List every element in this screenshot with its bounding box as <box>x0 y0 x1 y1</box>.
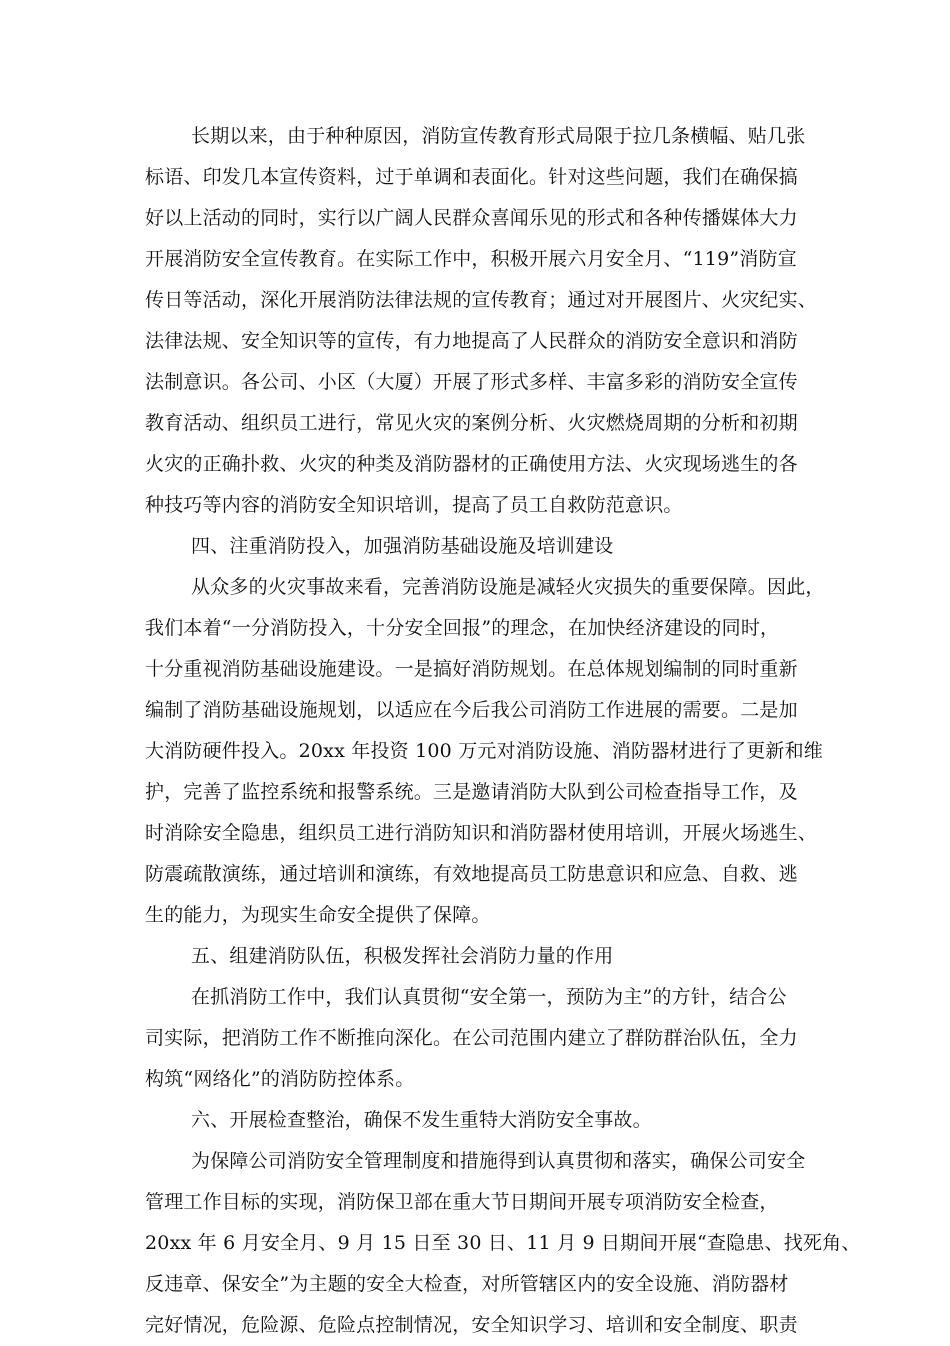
text-line: 生的能力，为现实生命安全提供了保障。 <box>145 904 491 926</box>
document-body <box>145 116 861 1346</box>
text-line: 管理工作目标的实现，消防保卫部在重大节日期间开展专项消防安全检查， <box>145 1191 779 1213</box>
text-line: 好以上活动的同时，实行以广阔人民群众喜闻乐见的形式和各种传播媒体大力 <box>145 207 798 229</box>
text-line: 司实际，把消防工作不断推向深化。在公司范围内建立了群防群治队伍，全力 <box>145 1027 798 1049</box>
text-line: 十分重视消防基础设施建设。一是搞好消防规划。在总体规划编制的同时重新 <box>145 658 798 680</box>
text-line: 开展消防安全宣传教育。在实际工作中，积极开展六月安全月、“119”消防宣 <box>145 248 797 270</box>
text-line: 时消除安全隐患，组织员工进行消防知识和消防器材使用培训，开展火场逃生、 <box>145 822 818 844</box>
text-line: 火灾的正确扑救、火灾的种类及消防器材的正确使用方法、火灾现场逃生的各 <box>145 453 798 475</box>
text-line: 四、注重消防投入，加强消防基础设施及培训建设 <box>191 535 614 557</box>
text-line: 标语、印发几本宣传资料，过于单调和表面化。针对这些问题，我们在确保搞 <box>145 166 798 188</box>
text-line: 我们本着“一分消防投入，十分安全回报”的理念，在加快经济建设的同时， <box>145 617 780 639</box>
text-line: 教育活动、组织员工进行，常见火灾的案例分析、火灾燃烧周期的分析和初期 <box>145 412 798 434</box>
text-line: 20xx 年 6 月安全月、9 月 15 日至 30 日、11 月 9 日期间开展“查隐患、找死角、 <box>145 1232 861 1254</box>
text-line: 完好情况，危险源、危险点控制情况，安全知识学习、培训和安全制度、职责 <box>145 1314 798 1336</box>
text-line: 法律法规、安全知识等的宣传，有力地提高了人民群众的消防安全意识和消防 <box>145 330 798 352</box>
text-line: 种技巧等内容的消防安全知识培训，提高了员工自救防范意识。 <box>145 494 683 516</box>
text-line: 法制意识。各公司、小区（大厦）开展了形式多样、丰富多彩的消防安全宣传 <box>145 371 798 393</box>
text-line: 传日等活动，深化开展消防法律法规的宣传教育；通过对开展图片、火灾纪实、 <box>145 289 818 311</box>
text-line: 防震疏散演练，通过培训和演练，有效地提高员工防患意识和应急、自救、逃 <box>145 863 798 885</box>
text-line: 长期以来，由于种种原因，消防宣传教育形式局限于拉几条横幅、贴几张 <box>191 125 806 147</box>
text-line: 反违章、保安全”为主题的安全大检查，对所管辖区内的安全设施、消防器材 <box>145 1273 789 1295</box>
text-line: 编制了消防基础设施规划，以适应在今后我公司消防工作进展的需要。二是加 <box>145 699 798 721</box>
text-line: 从众多的火灾事故来看，完善消防设施是减轻火灾损失的重要保障。因此， <box>191 576 825 598</box>
text-line: 护，完善了监控系统和报警系统。三是邀请消防大队到公司检查指导工作，及 <box>145 781 798 803</box>
text-line: 在抓消防工作中，我们认真贯彻“安全第一，预防为主”的方针，结合公 <box>191 986 787 1008</box>
text-line: 五、组建消防队伍，积极发挥社会消防力量的作用 <box>191 945 614 967</box>
text-line: 构筑“网络化”的消防防控体系。 <box>145 1068 415 1090</box>
text-line: 六、开展检查整治，确保不发生重特大消防安全事故。 <box>191 1109 652 1131</box>
text-line: 为保障公司消防安全管理制度和措施得到认真贯彻和落实，确保公司安全 <box>191 1150 806 1172</box>
text-line: 大消防硬件投入。20xx 年投资 100 万元对消防设施、消防器材进行了更新和维 <box>145 740 823 762</box>
